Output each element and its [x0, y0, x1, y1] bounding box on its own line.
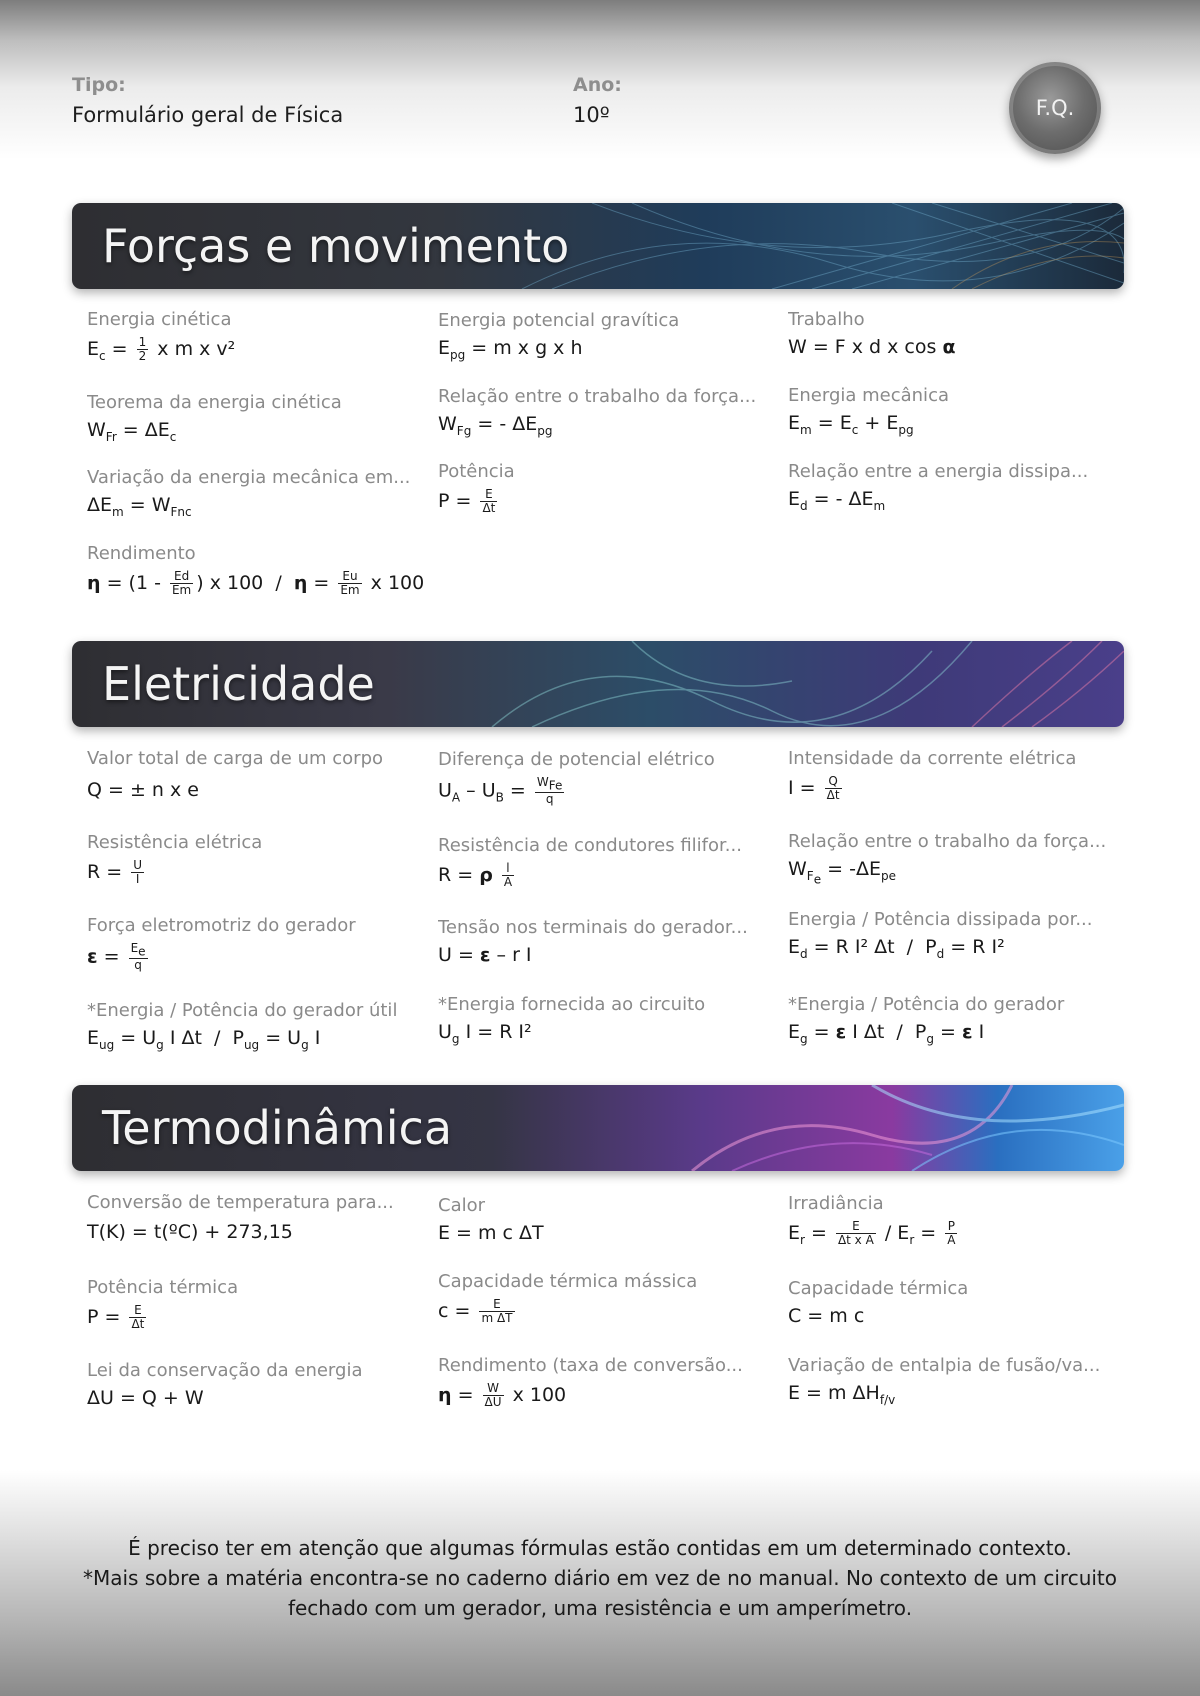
- formula: E = m c ΔT: [438, 1222, 544, 1244]
- ano-label: Ano:: [573, 74, 622, 96]
- formula-rendimento: [87, 543, 447, 597]
- formula-energia-cinetica: [87, 309, 417, 363]
- formula-energia-dissipada: [788, 909, 1118, 961]
- formula: $E_r$ = $\frac{E}{\text{Δt x A}}$ / $E_r$ = $\frac{P}{A}$: [788, 1219, 956, 1247]
- formula: R = $\frac{U}{I}$: [87, 858, 142, 886]
- formula-label: Tensão nos terminais do gerador...: [438, 917, 748, 938]
- formula: $E_d = R$ I² $\Delta t / P_d = R$ I²: [788, 936, 1005, 961]
- formula-label: Variação da energia mecânica em...: [87, 467, 411, 488]
- formula-calor: [438, 1195, 768, 1244]
- formula-label: Energia cinética: [87, 309, 232, 330]
- formula-potencia: [438, 461, 768, 515]
- formula-energia-mecanica: [788, 385, 1118, 437]
- formula-label: *Energia fornecida ao circuito: [438, 994, 706, 1015]
- formula-rendimento-termico: [438, 1355, 768, 1409]
- section-title: Termodinâmica: [102, 1101, 453, 1155]
- footer-note: [60, 1533, 1140, 1623]
- formula: R = ρ $\frac{l}{A}$: [438, 861, 513, 889]
- formula-label: Potência: [438, 461, 515, 482]
- formula: $\Delta E_m = W_{Fnc}$: [87, 494, 192, 519]
- formula-trabalho: [788, 309, 1118, 358]
- formula-label: Diferença de potencial elétrico: [438, 749, 715, 770]
- formula: $U_g$ I = R I²: [438, 1021, 532, 1046]
- formula-fem: [87, 915, 417, 972]
- formula: W = F x d x cos α: [788, 336, 956, 358]
- footer-line: É preciso ter em atenção que algumas fórmulas estão contidas em um determinado contexto.: [128, 1536, 1072, 1560]
- formula-label: Resistência elétrica: [87, 832, 263, 853]
- formula-label: Conversão de temperatura para...: [87, 1192, 394, 1213]
- formula: ΔU = Q + W: [87, 1387, 204, 1409]
- formula-irradiancia: [788, 1193, 1118, 1247]
- formula-capacidade-termica: [788, 1278, 1118, 1327]
- formula-tensao-terminais: [438, 917, 768, 966]
- formula-variacao-energia: [87, 467, 417, 519]
- formula-corrente: [788, 748, 1118, 802]
- formula: c = $\frac{E}{\text{m ΔT}}$: [438, 1297, 513, 1325]
- formula-capacidade-massica: [438, 1271, 768, 1325]
- formula-resistencia: [87, 832, 417, 886]
- formula-label: Lei da conservação da energia: [87, 1360, 363, 1381]
- section-banner-eletricidade: [72, 641, 1124, 727]
- formula-label: Rendimento: [87, 543, 196, 564]
- section-banner-forcas: [72, 203, 1124, 289]
- section-title: Forças e movimento: [102, 219, 570, 273]
- formula-energia-potencial: [438, 310, 768, 362]
- formula-label: Energia / Potência dissipada por...: [788, 909, 1093, 930]
- formula: $E_m = E_c + E_{pg}$: [788, 412, 914, 437]
- formula: P = $\frac{E}{\Delta t}$: [87, 1303, 145, 1331]
- formula-label: Rendimento (taxa de conversão...: [438, 1355, 743, 1376]
- formula-label: *Energia / Potência do gerador útil: [87, 1000, 398, 1021]
- formula: $E_g = \varepsilon$ I $\Delta t / P_g = \varepsilon$ I: [788, 1021, 985, 1046]
- ano-value: 10º: [573, 103, 610, 127]
- formula-energia-fornecida: [438, 994, 768, 1046]
- formula-label: Variação de entalpia de fusão/va...: [788, 1355, 1101, 1376]
- formula-label: Capacidade térmica mássica: [438, 1271, 698, 1292]
- formula: $E_{ug} = U_g$ I $\Delta t / P_{ug} = U_g$ I: [87, 1027, 321, 1052]
- tipo-label: Tipo:: [72, 74, 126, 96]
- formula: C = m c: [788, 1305, 865, 1327]
- tipo-value: Formulário geral de Física: [72, 103, 344, 127]
- footer-line: *Mais sobre a matéria encontra-se no caderno diário em vez de no manual. No contexto de um circuito: [82, 1566, 1117, 1590]
- formula-label: Relação entre o trabalho da força...: [788, 831, 1107, 852]
- formula-teorema-energia: [87, 392, 417, 444]
- formula: $W_{F_e} = -\Delta E_{pe}$: [788, 858, 896, 887]
- formula-ddp: [438, 749, 768, 806]
- formula-label: Intensidade da corrente elétrica: [788, 748, 1077, 769]
- formula-carga: [87, 748, 417, 801]
- section-banner-termodinamica: [72, 1085, 1124, 1171]
- formula: $W_{Fr} = \Delta E_c$: [87, 419, 177, 444]
- formula-label: Relação entre a energia dissipa...: [788, 461, 1089, 482]
- formula-label: Valor total de carga de um corpo: [87, 748, 384, 769]
- formula: η = $\frac{W}{\Delta U}$ x 100: [438, 1381, 567, 1409]
- formula-label: Teorema da energia cinética: [87, 392, 342, 413]
- formula-entalpia: [788, 1355, 1118, 1407]
- formula-label: Relação entre o trabalho da força...: [438, 386, 757, 407]
- formula: η = (1 - $\frac{Ed}{Em}$ ) x 100 / η = $\frac{Eu}{Em}$ x 100: [87, 569, 425, 597]
- formula-energia-gerador: [788, 994, 1118, 1046]
- formula-relacao-trabalho: [438, 386, 768, 438]
- formula: $E_d$ = - $\Delta E_m$: [788, 488, 886, 513]
- formula: ε = $\frac{E_e}{q}$: [87, 941, 146, 973]
- formula-energia-util: [87, 1000, 417, 1052]
- formula-label: Capacidade térmica: [788, 1278, 969, 1299]
- formula: U = ε – r I: [438, 944, 532, 966]
- section-title: Eletricidade: [102, 657, 375, 711]
- fq-logo: [1009, 62, 1101, 154]
- formula-potencia-termica: [87, 1277, 417, 1331]
- formula-label: Irradiância: [788, 1193, 884, 1214]
- formula-label: Energia mecânica: [788, 385, 949, 406]
- formula: $W_{Fg}$ = - $\Delta E_{pg}$: [438, 413, 553, 438]
- formula: P = $\frac{E}{\Delta t}$: [438, 487, 496, 515]
- formula-label: Resistência de condutores filifor...: [438, 835, 742, 856]
- formula: $E_{pg} = m$ x g x h: [438, 337, 583, 362]
- formula: T(K) = t(ºC) + 273,15: [87, 1221, 293, 1243]
- formula-label: Calor: [438, 1195, 486, 1216]
- formula-label: *Energia / Potência do gerador: [788, 994, 1065, 1015]
- formula-relacao-trabalho-eletrico: [788, 831, 1118, 886]
- formula-label: Trabalho: [788, 309, 865, 330]
- formula-label: Potência térmica: [87, 1277, 239, 1298]
- formula-conversao-temperatura: [87, 1192, 417, 1243]
- formula: $U_A - U_B$ = $\frac{W_{Fe}}{q}$: [438, 775, 563, 807]
- formula-lei-conservacao: [87, 1360, 417, 1409]
- formula: I = $\frac{Q}{\Delta t}$: [788, 774, 840, 802]
- formula-relacao-energia: [788, 461, 1118, 513]
- formula-resistencia-condutores: [438, 835, 768, 889]
- formula: Q = ± n x e: [87, 779, 199, 801]
- footer-line: fechado com um gerador, uma resistência e um amperímetro.: [287, 1596, 913, 1620]
- logo-text: F.Q.: [1035, 96, 1075, 120]
- formula: $E_c$ = $\frac{1}{2}$ x m x v²: [87, 335, 236, 363]
- formula-label: Energia potencial gravítica: [438, 310, 680, 331]
- formula-label: Força eletromotriz do gerador: [87, 915, 356, 936]
- formula: E = m $\Delta H_{f/v}$: [788, 1382, 896, 1407]
